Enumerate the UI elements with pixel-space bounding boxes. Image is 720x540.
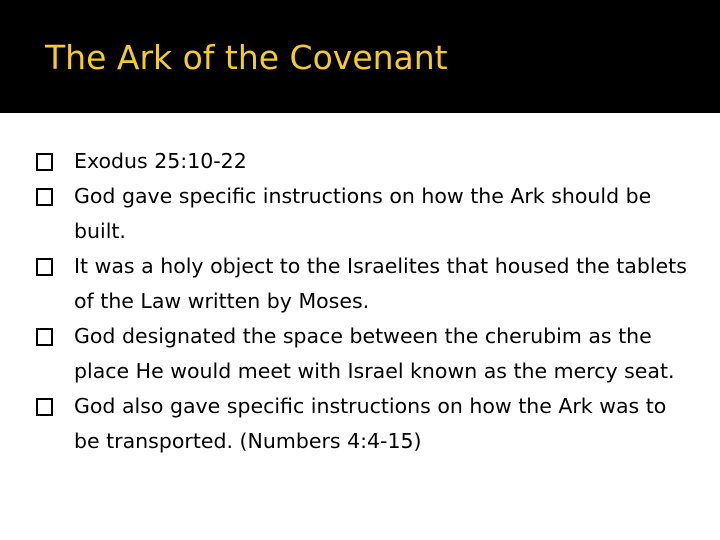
bullet-list (36, 144, 691, 459)
bullet-text: Exodus 25:10-22 (74, 149, 247, 173)
bullet-item (36, 249, 691, 319)
square-outline-icon (36, 188, 53, 206)
bullet-item (36, 179, 691, 249)
bullet-text: God designated the space between the cherubim as the place He would meet with Israel known as the mercy seat. (74, 324, 675, 383)
bullet-item (36, 389, 691, 459)
bullet-item (36, 319, 691, 389)
square-outline-icon (36, 328, 53, 346)
bullet-text: God also gave specific instructions on how the Ark was to be transported. (Numbers 4:4-15) (74, 394, 667, 453)
square-outline-icon (36, 153, 53, 171)
bullet-text: God gave specific instructions on how the Ark should be built. (74, 184, 652, 243)
square-outline-icon (36, 398, 53, 416)
square-outline-icon (36, 258, 53, 276)
bullet-text: It was a holy object to the Israelites that housed the tablets of the Law written by Moses. (74, 254, 687, 313)
title-band (0, 0, 720, 113)
slide-title: The Ark of the Covenant (45, 38, 448, 77)
bullet-item (36, 144, 691, 179)
